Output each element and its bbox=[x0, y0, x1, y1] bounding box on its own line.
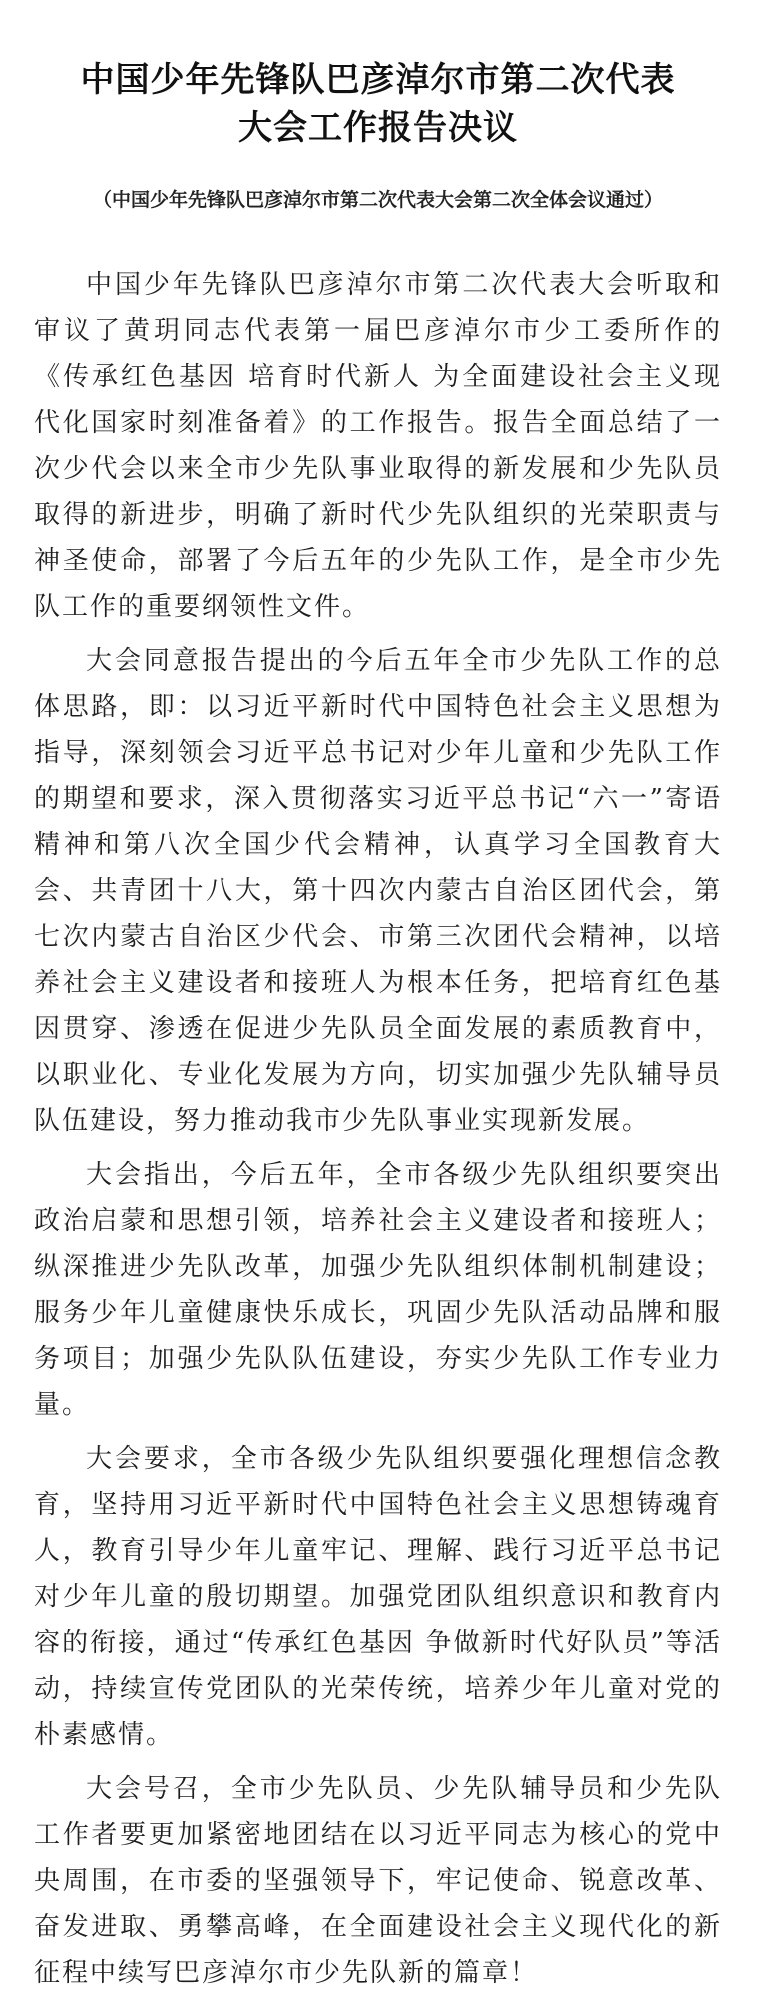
paragraph-3: 大会指出，今后五年，全市各级少先队组织要突出政治启蒙和思想引领，培养社会主义建设者和接班人；纵深推进少先队改革，加强少先队组织体制机制建设；服务少年儿童健康快乐成长，巩固少先队活动品牌和服务项目；加强少先队队伍建设，夯实少先队工作专业力量。 bbox=[34, 1160, 722, 1420]
title-line-2: 大会工作报告决议 bbox=[238, 108, 518, 148]
document-body bbox=[34, 262, 722, 1996]
paragraph-5: 大会号召，全市少先队员、少先队辅导员和少先队工作者要更加紧密地团结在以习近平同志为核心的党中央周围，在市委的坚强领导下，牢记使命、锐意改革、奋发进取、勇攀高峰，在全面建设社会主义现代化的新征程中续写巴彦淖尔市少先队新的篇章！ bbox=[34, 1774, 722, 1988]
title-line-1: 中国少年先锋队巴彦淖尔市第二次代表 bbox=[80, 60, 676, 100]
document-title bbox=[34, 56, 722, 152]
document-subtitle: （中国少年先锋队巴彦淖尔市第二次代表大会第二次全体会议通过） bbox=[92, 189, 663, 211]
paragraph-4: 大会要求，全市各级少先队组织要强化理想信念教育，坚持用习近平新时代中国特色社会主义思想铸魂育人，教育引导少年儿童牢记、理解、践行习近平总书记对少年儿童的殷切期望。加强党团队组织意识和教育内容的衔接，通过“传承红色基因 争做新时代好队员”等活动，持续宣传党团队的光荣传统，培养少年儿童对党的朴素感情。 bbox=[34, 1444, 722, 1750]
paragraph-1: 中国少年先锋队巴彦淖尔市第二次代表大会听取和审议了黄玥同志代表第一届巴彦淖尔市少工委所作的《传承红色基因 培育时代新人 为全面建设社会主义现代化国家时刻准备着》的工作报告。报告全面总结了一次少代会以来全市少先队事业取得的新发展和少先队员取得的新进步，明确了新时代少先队组织的光荣职责与神圣使命，部署了今后五年的少先队工作，是全市少先队工作的重要纲领性文件。 bbox=[34, 270, 722, 622]
paragraph-2: 大会同意报告提出的今后五年全市少先队工作的总体思路，即：以习近平新时代中国特色社会主义思想为指导，深刻领会习近平总书记对少年儿童和少先队工作的期望和要求，深入贯彻落实习近平总书记“六一”寄语精神和第八次全国少代会精神，认真学习全国教育大会、共青团十八大，第十四次内蒙古自治区团代会，第七次内蒙古自治区少代会、市第三次团代会精神，以培养社会主义建设者和接班人为根本任务，把培育红色基因贯穿、渗透在促进少先队员全面发展的素质教育中，以职业化、专业化发展为方向，切实加强少先队辅导员队伍建设，努力推动我市少先队事业实现新发展。 bbox=[34, 646, 722, 1136]
